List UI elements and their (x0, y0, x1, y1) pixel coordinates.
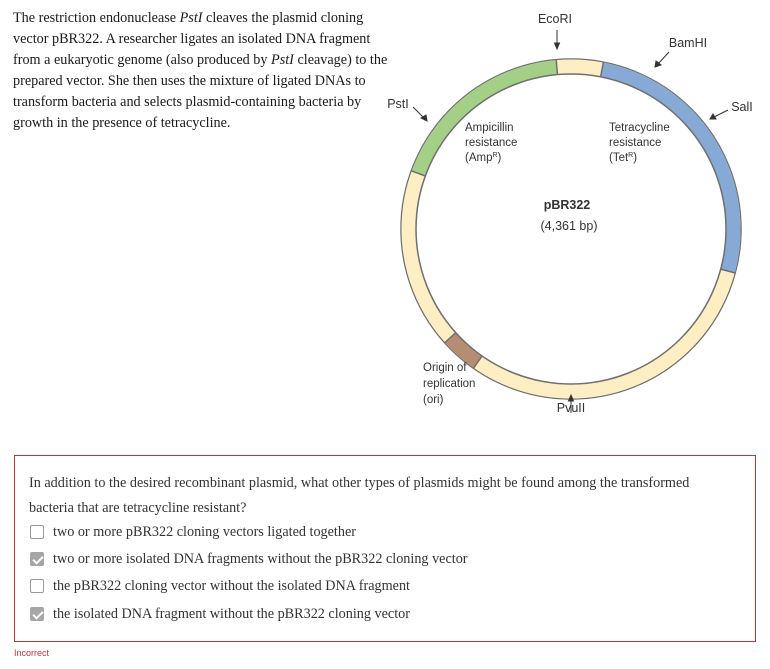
answer-option-4[interactable] (30, 604, 410, 624)
ecori-arrowhead (555, 43, 560, 49)
ecori-label: EcoRI (537, 12, 573, 26)
enzyme-name: PstI (271, 52, 294, 68)
psti-label: PstI (387, 97, 409, 111)
sali-label: SalI (731, 100, 753, 114)
tet-label (609, 122, 673, 164)
plasmid-size: (4,361 bp) (540, 219, 598, 233)
amp-label-close: ) (497, 152, 502, 164)
bamhi-marker (658, 52, 669, 64)
psti-marker (413, 107, 424, 118)
question-prompt: In addition to the desired recombinant plasmid, what other types of plasmids might be found among the transformed bacteria that are tetracycline resistant? (29, 475, 690, 516)
intro-text-2: cleaves the plasmid cloning vector pBR322. A researcher ligates an isolated DNA fragment from a eukaryotic genome (also produced by (13, 10, 371, 68)
tet-label-line2: resistance (609, 137, 662, 149)
amp-label-line2: resistance (465, 137, 518, 149)
enzyme-name: PstI (179, 10, 203, 26)
intro-text-3: cleavage) to the prepared vector. She then uses the mixture of ligated DNAs to transform bacteria and selects plasmid-containing bacteria by growth in the presence of tetracycline. (13, 52, 388, 131)
amp-label-line3: (Amp (465, 152, 493, 164)
ori-label-line1: Origin of (423, 362, 467, 374)
plasmid-name: pBR322 (543, 198, 591, 212)
ori-label (423, 362, 479, 406)
tet-label-close: ) (633, 152, 638, 164)
bamhi-label: BamHI (668, 36, 708, 50)
answer-option-3[interactable] (30, 576, 410, 596)
checkbox[interactable] (30, 552, 44, 566)
answer-option-1[interactable] (30, 522, 356, 542)
tet-label-line3: (Tet (609, 152, 629, 164)
sali-marker (714, 110, 728, 117)
result-status: Incorrect (14, 648, 50, 658)
tet-label-sup: R (628, 152, 634, 159)
answer-option-label: the isolated DNA fragment without the pBR322 cloning vector (53, 605, 410, 622)
amp-label-line1: Ampicillin (465, 122, 514, 134)
ori-label-line2: replication (423, 378, 476, 390)
checkbox[interactable] (30, 607, 44, 621)
pvuii-label: PvuII (556, 401, 586, 415)
answer-option-2[interactable] (30, 549, 468, 569)
checkbox[interactable] (30, 579, 44, 593)
intro-text-1: The restriction endonuclease (13, 10, 180, 26)
answer-option-label: the pBR322 cloning vector without the isolated DNA fragment (53, 577, 410, 594)
ori-label-line3: (ori) (423, 394, 444, 406)
answer-option-label: two or more isolated DNA fragments without the pBR322 cloning vector (53, 550, 468, 567)
amp-label-sup: R (492, 152, 498, 159)
answer-option-label: two or more pBR322 cloning vectors ligated together (53, 523, 356, 540)
tet-label-line1: Tetracycline (609, 122, 670, 134)
checkbox[interactable] (30, 525, 44, 539)
question-box (14, 455, 756, 642)
amp-label (465, 122, 521, 164)
